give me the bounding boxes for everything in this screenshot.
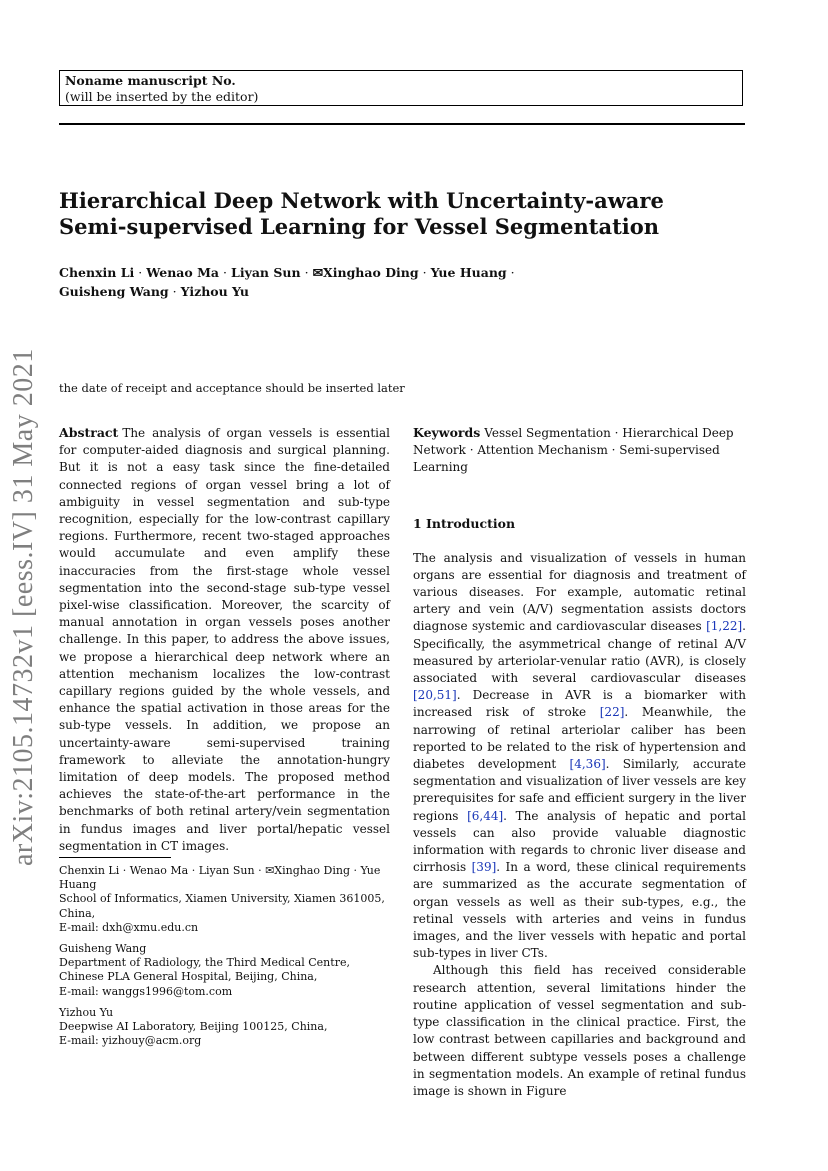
author-separator: · — [172, 284, 177, 299]
intro-text-run: . Decrease in AVR is a biomarker with increased risk of stroke — [413, 688, 746, 720]
title-line-1: Hierarchical Deep Network with Uncertainty-aware — [59, 188, 664, 213]
author-name: Wenao Ma — [146, 265, 220, 280]
affiliation-block — [59, 1006, 390, 1049]
citation-link[interactable]: [39] — [471, 860, 497, 875]
affiliation-line: Department of Radiology, the Third Medical Centre, Chinese PLA General Hospital, Beijing, China, — [59, 956, 350, 984]
author-separator: · — [138, 265, 143, 280]
affiliation-line: Yizhou Yu — [59, 1005, 114, 1019]
affiliation-email: E-mail: yizhouy@acm.org — [59, 1034, 202, 1048]
affiliation-footnotes — [59, 864, 390, 1055]
citation-link[interactable]: [22] — [599, 705, 625, 720]
arxiv-stamp: arXiv:2105.14732v1 [eess.IV] 31 May 2021 — [8, 348, 39, 866]
author-name: Liyan Sun — [231, 265, 301, 280]
editor-note: (will be inserted by the editor) — [65, 89, 259, 104]
intro-paragraph-1 — [413, 550, 746, 963]
paper-title — [59, 188, 749, 240]
header-rule — [59, 123, 745, 125]
abstract — [59, 424, 390, 855]
abstract-label: Abstract — [59, 425, 119, 440]
affiliation-line: Chenxin Li · Wenao Ma · Liyan Sun · ✉Xinghao Ding · Yue Huang — [59, 864, 381, 892]
receipt-dates: the date of receipt and acceptance should be inserted later — [59, 381, 405, 395]
author-name: Yizhou Yu — [180, 284, 249, 299]
intro-text-run: The analysis and visualization of vessels in human organs are essential for diagnosis and treatment of various diseases. For example, automatic retinal artery and vein (A/V) segmentation assists doctors diagnose systemic and cardiovascular diseases — [413, 550, 746, 634]
author-separator: · — [223, 265, 228, 280]
author-name: Yue Huang — [430, 265, 507, 280]
author-separator: · — [304, 265, 309, 280]
affiliation-line: School of Informatics, Xiamen University, Xiamen 361005, China, — [59, 892, 385, 920]
author-list — [59, 263, 749, 301]
affiliation-line: Deepwise AI Laboratory, Beijing 100125, China, — [59, 1020, 328, 1034]
author-line-2 — [59, 282, 749, 301]
affiliation-email: E-mail: dxh@xmu.edu.cn — [59, 920, 199, 934]
affiliation-email: E-mail: wanggs1996@tom.com — [59, 984, 233, 998]
intro-text-run: . Specifically, the asymmetrical change of retinal A/V measured by arteriolar-venular ratio (AVR), is closely associated with several cardiovascular diseases — [413, 619, 746, 686]
keywords — [413, 424, 746, 477]
intro-text-run: . In a word, these clinical requirements are summarized as the accurate segmentation of organ vessels as well as their sub-types, e.g., the retinal vessels with arteries and veins in fundus images, and the liver vessels with hepatic and portal sub-types in liver CTs. — [413, 860, 746, 961]
abstract-column — [59, 424, 390, 855]
author-name: Chenxin Li — [59, 265, 135, 280]
intro-paragraph-2: Although this field has received considerable research attention, several limitations hinder the routine application of vessel segmentation and sub-type classification in the clinical practice. First, the low contrast between capillaries and background and between different subtype vessels poses a challenge in segmentation models. An example of retinal fundus image is shown in Figure — [413, 963, 746, 1098]
affiliation-block — [59, 942, 390, 999]
section-heading-introduction: 1 Introduction — [413, 515, 516, 531]
citation-link[interactable]: [20,51] — [413, 688, 457, 703]
title-line-2: Semi-supervised Learning for Vessel Segmentation — [59, 214, 660, 239]
citation-link[interactable]: [1,22] — [706, 619, 743, 634]
right-column — [413, 424, 746, 1100]
author-name: ✉Xinghao Ding — [312, 265, 419, 280]
manuscript-header-box — [59, 70, 743, 106]
author-separator: · — [510, 265, 515, 280]
keywords-text: Vessel Segmentation · Hierarchical Deep Network · Attention Mechanism · Semi-supervised Learning — [413, 426, 734, 475]
abstract-text: The analysis of organ vessels is essential for computer-aided diagnosis and surgical planning. But it is not a easy task since the fine-detailed connected regions of organ vessel bring a lot of ambiguity in vessel segmentation and sub-type recognition, especially for the low-contrast capillary regions. Furthermore, recent two-staged approaches would accumulate and even amplify these inaccuracies from the first-stage whole vessel segmentation into the second-stage sub-type vessel pixel-wise classification. Moreover, the scarcity of manual annotation in organ vessels poses another challenge. In this paper, to address the above issues, we propose a hierarchical deep network where an attention mechanism localizes the low-contrast capillary regions guided by the whole vessels, and enhance the spatial activation in those areas for the sub-type vessels. In addition, we propose an uncertainty-aware semi-supervised training framework to alleviate the annotation-hungry limitation of deep models. The proposed method achieves the state-of-the-art performance in the benchmarks of both retinal artery/vein segmentation in fundus images and liver portal/hepatic vessel segmentation in CT images. — [59, 426, 390, 853]
author-line-1 — [59, 263, 749, 282]
footnote-rule — [59, 857, 171, 858]
citation-link[interactable]: [4,36] — [569, 757, 606, 772]
author-name: Guisheng Wang — [59, 284, 169, 299]
author-separator: · — [422, 265, 427, 280]
citation-link[interactable]: [6,44] — [467, 808, 504, 823]
intro-text-run: . Similarly, accurate segmentation and visualization of liver vessels are key prerequisites for safe and efficient surgery in the liver regions — [413, 757, 746, 823]
manuscript-number: Noname manuscript No. — [65, 73, 236, 88]
affiliation-line: Guisheng Wang — [59, 942, 147, 956]
affiliation-block — [59, 864, 390, 935]
intro-text-run: . The analysis of hepatic and portal vessels can also provide valuable diagnostic information with regards to chronic liver disease and cirrhosis — [413, 808, 746, 875]
keywords-label: Keywords — [413, 425, 481, 440]
intro-text-run: . Meanwhile, the narrowing of retinal arteriolar caliber has been reported to be related to the risk of hypertension and diabetes development — [413, 705, 746, 772]
